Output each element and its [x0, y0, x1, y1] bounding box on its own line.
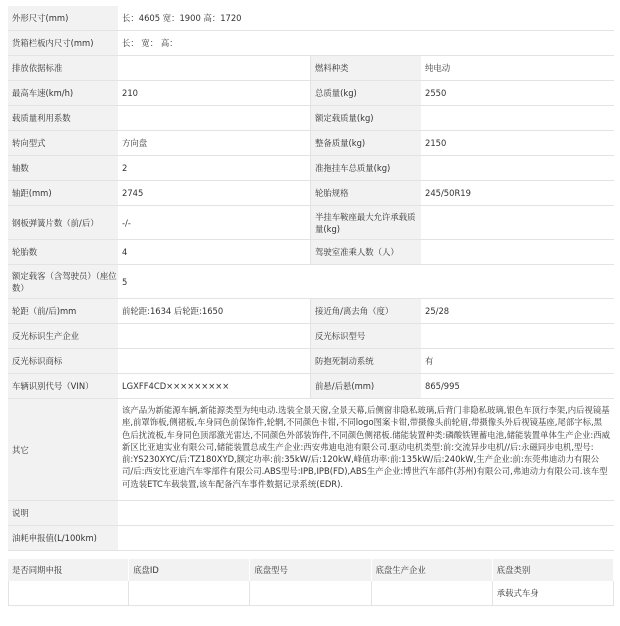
- spec-label: 轮胎数: [8, 240, 118, 264]
- spec-label: 最高车速(km/h): [8, 81, 118, 105]
- spec-label: 轮距（前/后)mm: [8, 299, 118, 323]
- table-row: [8, 349, 614, 374]
- spec-label: 说明: [8, 501, 118, 525]
- spec-label: 载质量利用系数: [8, 106, 118, 130]
- spec-label: 整备质量(kg): [311, 131, 421, 155]
- spec-label: 其它: [8, 399, 118, 500]
- table-cell: [129, 581, 250, 605]
- spec-value: 2550: [421, 81, 614, 105]
- spec-value: [118, 56, 311, 80]
- spec-value: [421, 206, 614, 239]
- spec-label: 准拖挂车总质量(kg): [311, 156, 421, 180]
- table-row: [8, 501, 614, 526]
- spec-value: -/-: [118, 206, 311, 239]
- spec-value: [118, 324, 311, 348]
- spec-value: [421, 240, 614, 264]
- spec-label: 排放依据标准: [8, 56, 118, 80]
- spec-label: 轴数: [8, 156, 118, 180]
- column-header: 底盘型号: [250, 559, 371, 581]
- spec-label: 接近角/离去角（度）: [311, 299, 421, 323]
- table-cell: [250, 581, 371, 605]
- spec-value: 210: [118, 81, 311, 105]
- table-row: [8, 324, 614, 349]
- spec-value: [118, 501, 614, 525]
- other-notes: 该产品为新能源车辆,新能源类型为纯电动.选装全景天窗,全景天幕,后侧窗非隐私玻璃,后背门非隐私玻璃,银色车顶行李架,内后视镜基座,前罩饰板,侧裙板,车身同色前保饰件,轮辋,不同颜色卡钳,不同logo图案卡钳,带摄像头前轮眉,带摄像头外后视镜基座,尾部字标,黑色后扰流板,车身同色顶部激光雷达,不同颜色外部装饰件,不同颜色侧裙板.储能装置种类:磷酸铁锂蓄电池,储能装置单体生产企业:西威新区比亚迪实业有限公司,储能装置总成生产企业:西安弗迪电池有限公司.驱动电机类型:前:交流异步电机//后:永磁同步电机,型号:前:YS230XYC/后:TZ180XYD,额定功率:前:35kW/后:120kW,峰值功率:前:135kW/后:240kW,生产企业:前:东莞弗迪动力有限公司/后:西安比亚迪汽车零部件有限公司.ABS型号:IPB,IPB(FD),ABS生产企业:博世汽车部件(苏州)有限公司,弗迪动力有限公司.该车型可选装ETC车载装置,该车配备汽车事件数据记录系统(EDR).: [118, 399, 614, 500]
- table-row: [8, 156, 614, 181]
- spec-value: [118, 106, 311, 130]
- table-row: [8, 31, 614, 56]
- spec-label: 前悬/后悬(mm): [311, 374, 421, 398]
- spec-value: [421, 106, 614, 130]
- spec-value: 4: [118, 240, 311, 264]
- table-row: [8, 299, 614, 324]
- spec-label: 车辆识别代号（VIN）: [8, 374, 118, 398]
- spec-label: 轮胎规格: [311, 181, 421, 205]
- table-row: [8, 81, 614, 106]
- spec-label: 防抱死制动系统: [311, 349, 421, 373]
- column-header: 底盘生产企业: [372, 559, 493, 581]
- spec-value: [421, 156, 614, 180]
- spec-value: 2150: [421, 131, 614, 155]
- spec-value: 长：4605 宽：1900 高：1720: [118, 6, 614, 30]
- table-row: [8, 56, 614, 81]
- spec-value: [421, 324, 614, 348]
- spec-label: 轴距(mm): [8, 181, 118, 205]
- spec-label: 燃料种类: [311, 56, 421, 80]
- spec-label: 反光标识型号: [311, 324, 421, 348]
- table-cell: [372, 581, 493, 605]
- spec-value: 25/28: [421, 299, 614, 323]
- spec-value: 有: [421, 349, 614, 373]
- spec-label: 半挂车鞍座最大允许承载质量(kg): [311, 206, 421, 239]
- spec-label: 额定载质量(kg): [311, 106, 421, 130]
- spec-value: [118, 349, 311, 373]
- spec-value: 前轮距:1634 后轮距:1650: [118, 299, 311, 323]
- spec-label: 总质量(kg): [311, 81, 421, 105]
- spec-label: 驾驶室准乘人数（人）: [311, 240, 421, 264]
- spec-label: 额定载客（含驾驶员）（座位数）: [8, 265, 118, 298]
- spec-value: 纯电动: [421, 56, 614, 80]
- spec-value: 245/50R19: [421, 181, 614, 205]
- spec-label: 反光标识商标: [8, 349, 118, 373]
- table-cell: [8, 581, 129, 605]
- table-row: [8, 265, 614, 299]
- spec-value: 方向盘: [118, 131, 311, 155]
- table-row: [8, 181, 614, 206]
- spec-label: 外形尺寸(mm): [8, 6, 118, 30]
- spec-table: [8, 6, 614, 551]
- spec-label: 钢板弹簧片数（前/后）: [8, 206, 118, 239]
- spec-value: [118, 526, 614, 550]
- table-row: [8, 526, 614, 551]
- table-row: [8, 581, 614, 606]
- chassis-table: [8, 559, 614, 606]
- table-row: [8, 131, 614, 156]
- table-row: [8, 6, 614, 31]
- vin-value: LGXFF4CD×××××××××: [118, 374, 311, 398]
- spec-value: 5: [118, 265, 614, 298]
- column-header: 是否同期申报: [8, 559, 129, 581]
- spec-label: 转向型式: [8, 131, 118, 155]
- spec-label: 货箱栏板内尺寸(mm): [8, 31, 118, 55]
- table-cell: 承载式车身: [493, 581, 614, 605]
- spec-label: 反光标识生产企业: [8, 324, 118, 348]
- spec-label: 油耗申报值(L/100km): [8, 526, 118, 550]
- table-row: [8, 399, 614, 501]
- spec-value: 2745: [118, 181, 311, 205]
- spec-value: 长： 宽： 高：: [118, 31, 614, 55]
- column-header: 底盘类别: [493, 559, 614, 581]
- table-row: [8, 106, 614, 131]
- table-row: [8, 206, 614, 240]
- chassis-table-header: [8, 559, 614, 581]
- table-row: [8, 240, 614, 265]
- spec-value: 2: [118, 156, 311, 180]
- table-row: [8, 374, 614, 399]
- column-header: 底盘ID: [129, 559, 250, 581]
- spec-value: 865/995: [421, 374, 614, 398]
